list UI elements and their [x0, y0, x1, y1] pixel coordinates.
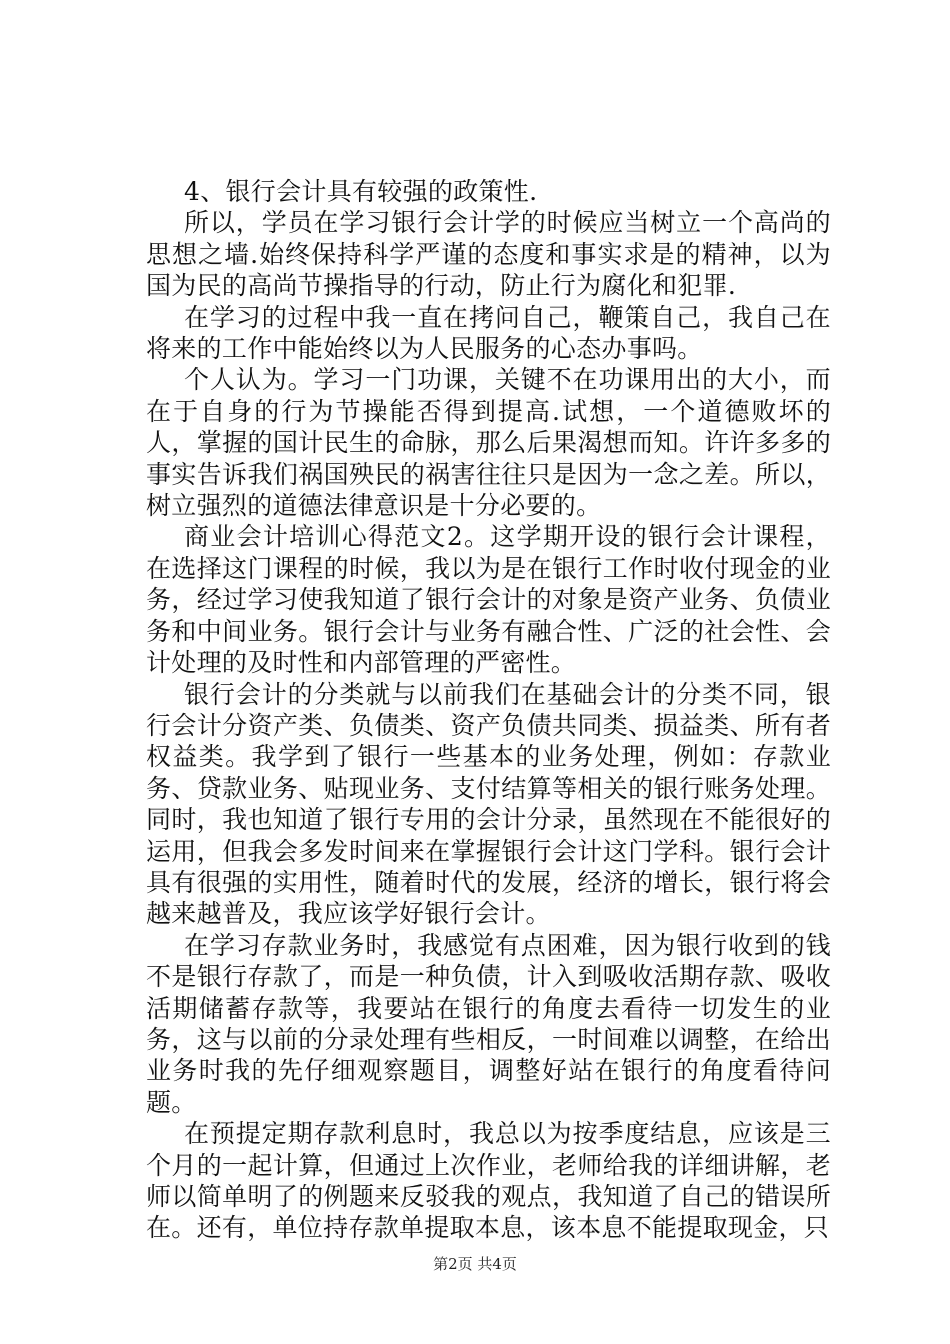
paragraph-classification: 银行会计的分类就与以前我们在基础会计的分类不同，银行会计分资产类、负债类、资产负债共同类、损益类、所有者权益类。我学到了银行一些基本的业务处理，例如：存款业务、贷款业务、贴现业务、支付结算等相关的银行账务处理。同时，我也知道了银行专用的会计分录，虽然现在不能很好的运用，但我会多发时间来在掌握银行会计这门学科。银行会计具有很强的实用性，随着时代的发展，经济的增长，银行将会越来越普及，我应该学好银行会计。: [146, 679, 831, 929]
paragraph-deposit-business: 在学习存款业务时，我感觉有点困难，因为银行收到的钱不是银行存款了，而是一种负债，计入到吸收活期存款、吸收活期储蓄存款等，我要站在银行的角度去看待一切发生的业务，这与以前的分录处理有些相反，一时间难以调整，在给出业务时我的先仔细观察题目，调整好站在银行的角度看待问题。: [146, 930, 831, 1117]
paragraph-interest-accrual: 在预提定期存款利息时，我总以为按季度结息，应该是三个月的一起计算，但通过上次作业，老师给我的详细讲解，老师以简单明了的例题来反驳我的观点，我知道了自己的错误所在。还有，单位持存款单提取本息，该本息不能提取现金，只: [146, 1119, 831, 1243]
paragraph-sample-essay-2: 商业会计培训心得范文2。这学期开设的银行会计课程，在选择这门课程的时候，我以为是在银行工作时收付现金的业务，经过学习使我知道了银行会计的对象是资产业务、负债业务和中间业务。银行会计与业务有融合性、广泛的社会性、会计处理的及时性和内部管理的严密性。: [146, 522, 831, 678]
page-number: 第2页 共4页: [433, 1255, 517, 1273]
paragraph-ethics: 所以，学员在学习银行会计学的时候应当树立一个高尚的思想之墙.始终保持科学严谨的态度和事实求是的精神，以为国为民的高尚节操指导的行动，防止行为腐化和犯罪.: [146, 208, 831, 301]
paragraph-self-reflection: 在学习的过程中我一直在拷问自己，鞭策自己，我自己在将来的工作中能始终以为人民服务的心态办事吗。: [146, 302, 831, 364]
paragraph-personal-view: 个人认为。学习一门功课，关键不在功课用出的大小，而在于自身的行为节操能否得到提高.试想，一个道德败坏的人，掌握的国计民生的命脉，那么后果渴想而知。许许多多的事实告诉我们祸国殃民的祸害往往只是因为一念之差。所以，树立强烈的道德法律意识是十分必要的。: [146, 365, 831, 521]
document-body: [146, 176, 831, 1244]
paragraph-policy: 4、银行会计具有较强的政策性.: [184, 177, 538, 206]
